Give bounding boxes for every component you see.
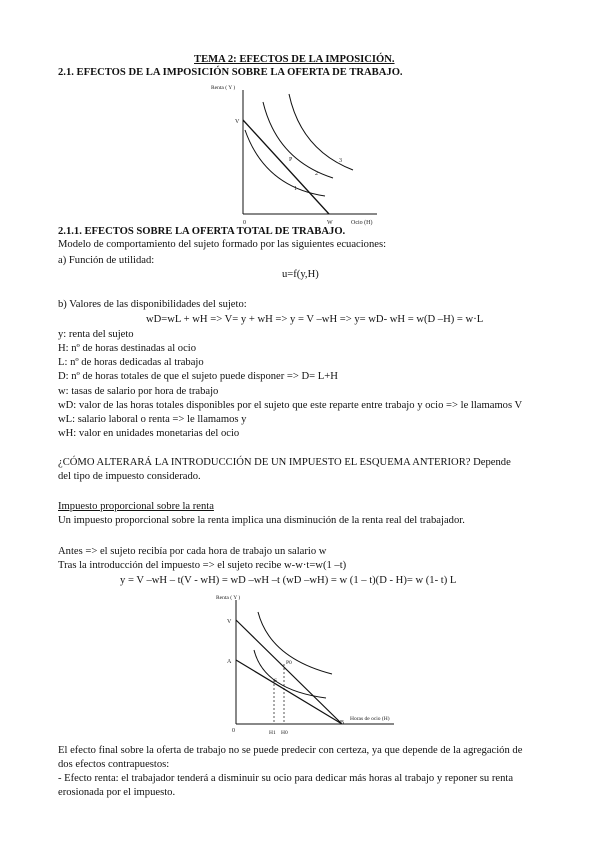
before-text: Antes => el sujeto recibía por cada hora de trabajo un salario w: [58, 546, 327, 557]
definition-item: L: nº de horas dedicadas al trabajo: [58, 357, 204, 368]
definition-item: D: nº de horas totales de que el sujeto puede disponer => D= L+H: [58, 371, 338, 382]
fig1-y-label: Renta ( Y ): [211, 85, 236, 91]
conclusion-line-4: erosionada por el impuesto.: [58, 787, 176, 798]
subsection-title: 2.1.1. EFECTOS SOBRE LA OFERTA TOTAL DE TRABAJO.: [58, 226, 346, 237]
question-line-1: ¿CÓMO ALTERARÁ LA INTRODUCCIÓN DE UN IMPUESTO EL ESQUEMA ANTERIOR? Depende: [58, 457, 511, 468]
fig2-curve-low: [254, 650, 326, 698]
definition-item: wH: valor en unidades monetarias del ocio: [58, 428, 240, 439]
section-title: 2.1. EFECTOS DE LA IMPOSICIÓN SOBRE LA OFERTA DE TRABAJO.: [58, 67, 403, 78]
fig1-origin-label: 0: [243, 220, 246, 226]
proportional-title: Impuesto proporcional sobre la renta: [58, 501, 214, 512]
figure-2-tax-effect: [214, 590, 404, 740]
fig1-curve-1: [245, 130, 325, 196]
fig2-lower-label: A: [227, 659, 232, 665]
conclusion-line-1: El efecto final sobre la oferta de trabajo no se puede predecir con certeza, ya que depende de la agregación de: [58, 745, 523, 756]
fig2-h1-label: H1: [269, 730, 276, 736]
fig2-x-label: Horas de ocio (H): [350, 716, 390, 722]
after-text: Tras la introducción del impuesto => el sujeto recibe w-w·t=w(1 –t): [58, 560, 347, 571]
proportional-text: Un impuesto proporcional sobre la renta implica una disminución de la renta real del trabajador.: [58, 515, 465, 526]
availability-label: b) Valores de las disponibilidades del sujeto:: [58, 299, 247, 310]
fig1-x-label: Ocio (H): [351, 220, 373, 226]
fig1-curve-1-label: 1: [294, 186, 297, 192]
utility-label: a) Función de utilidad:: [58, 255, 155, 266]
tax-equation: y = V –wH – t(V - wH) = wD –wH –t (wD –wH) = w (1 – t)(D - H)= w (1- t) L: [120, 575, 457, 586]
definition-item: y: renta del sujeto: [58, 329, 134, 340]
fig2-upper-label: V: [227, 619, 232, 625]
fig2-point-s-label: S: [274, 678, 278, 684]
definition-item: wL: salario laboral o renta => le llamamos y: [58, 414, 247, 425]
fig2-origin-label: 0: [232, 728, 235, 734]
fig1-budget-line: [243, 120, 329, 214]
tema-title: TEMA 2: EFECTOS DE LA IMPOSICIÓN.: [194, 54, 395, 65]
intro-text: Modelo de comportamiento del sujeto formado por las siguientes ecuaciones:: [58, 239, 387, 250]
definition-item: w: tasas de salario por hora de trabajo: [58, 386, 219, 397]
fig1-point-label: P: [289, 157, 293, 163]
fig2-point-p-label: P0: [286, 660, 292, 666]
utility-equation: u=f(y,H): [282, 269, 319, 280]
fig1-intercept-label: V: [235, 119, 240, 125]
fig1-curve-3-label: 3: [339, 158, 342, 164]
fig1-curve-3: [289, 94, 353, 170]
fig2-h0-label: H0: [281, 730, 288, 736]
conclusion-line-2: dos efectos contrapuestos:: [58, 759, 170, 770]
fig1-curve-2-label: 2: [315, 171, 318, 177]
fig2-end-label: B: [340, 720, 345, 726]
definition-item: wD: valor de las horas totales disponibles por el sujeto que este reparte entre trabajo y ocio => le llamamos V: [58, 400, 523, 411]
fig2-budget-after: [236, 660, 345, 726]
availability-equation: wD=wL + wH => V= y + wH => y = V –wH => y= wD- wH = w(D –H) = w·L: [146, 314, 484, 325]
definition-item: H: nº de horas destinadas al ocio: [58, 343, 197, 354]
fig2-y-label: Renta ( Y ): [216, 595, 241, 601]
conclusion-line-3: - Efecto renta: el trabajador tenderá a disminuir su ocio para dedicar más horas al trabajo y reponer su renta: [58, 773, 514, 784]
fig1-curve-2: [263, 102, 333, 178]
question-line-2: del tipo de impuesto considerado.: [58, 471, 201, 482]
fig2-curve-high: [258, 612, 332, 674]
fig1-end-label: W: [327, 220, 333, 226]
figure-1-indifference-curves: [205, 82, 385, 227]
